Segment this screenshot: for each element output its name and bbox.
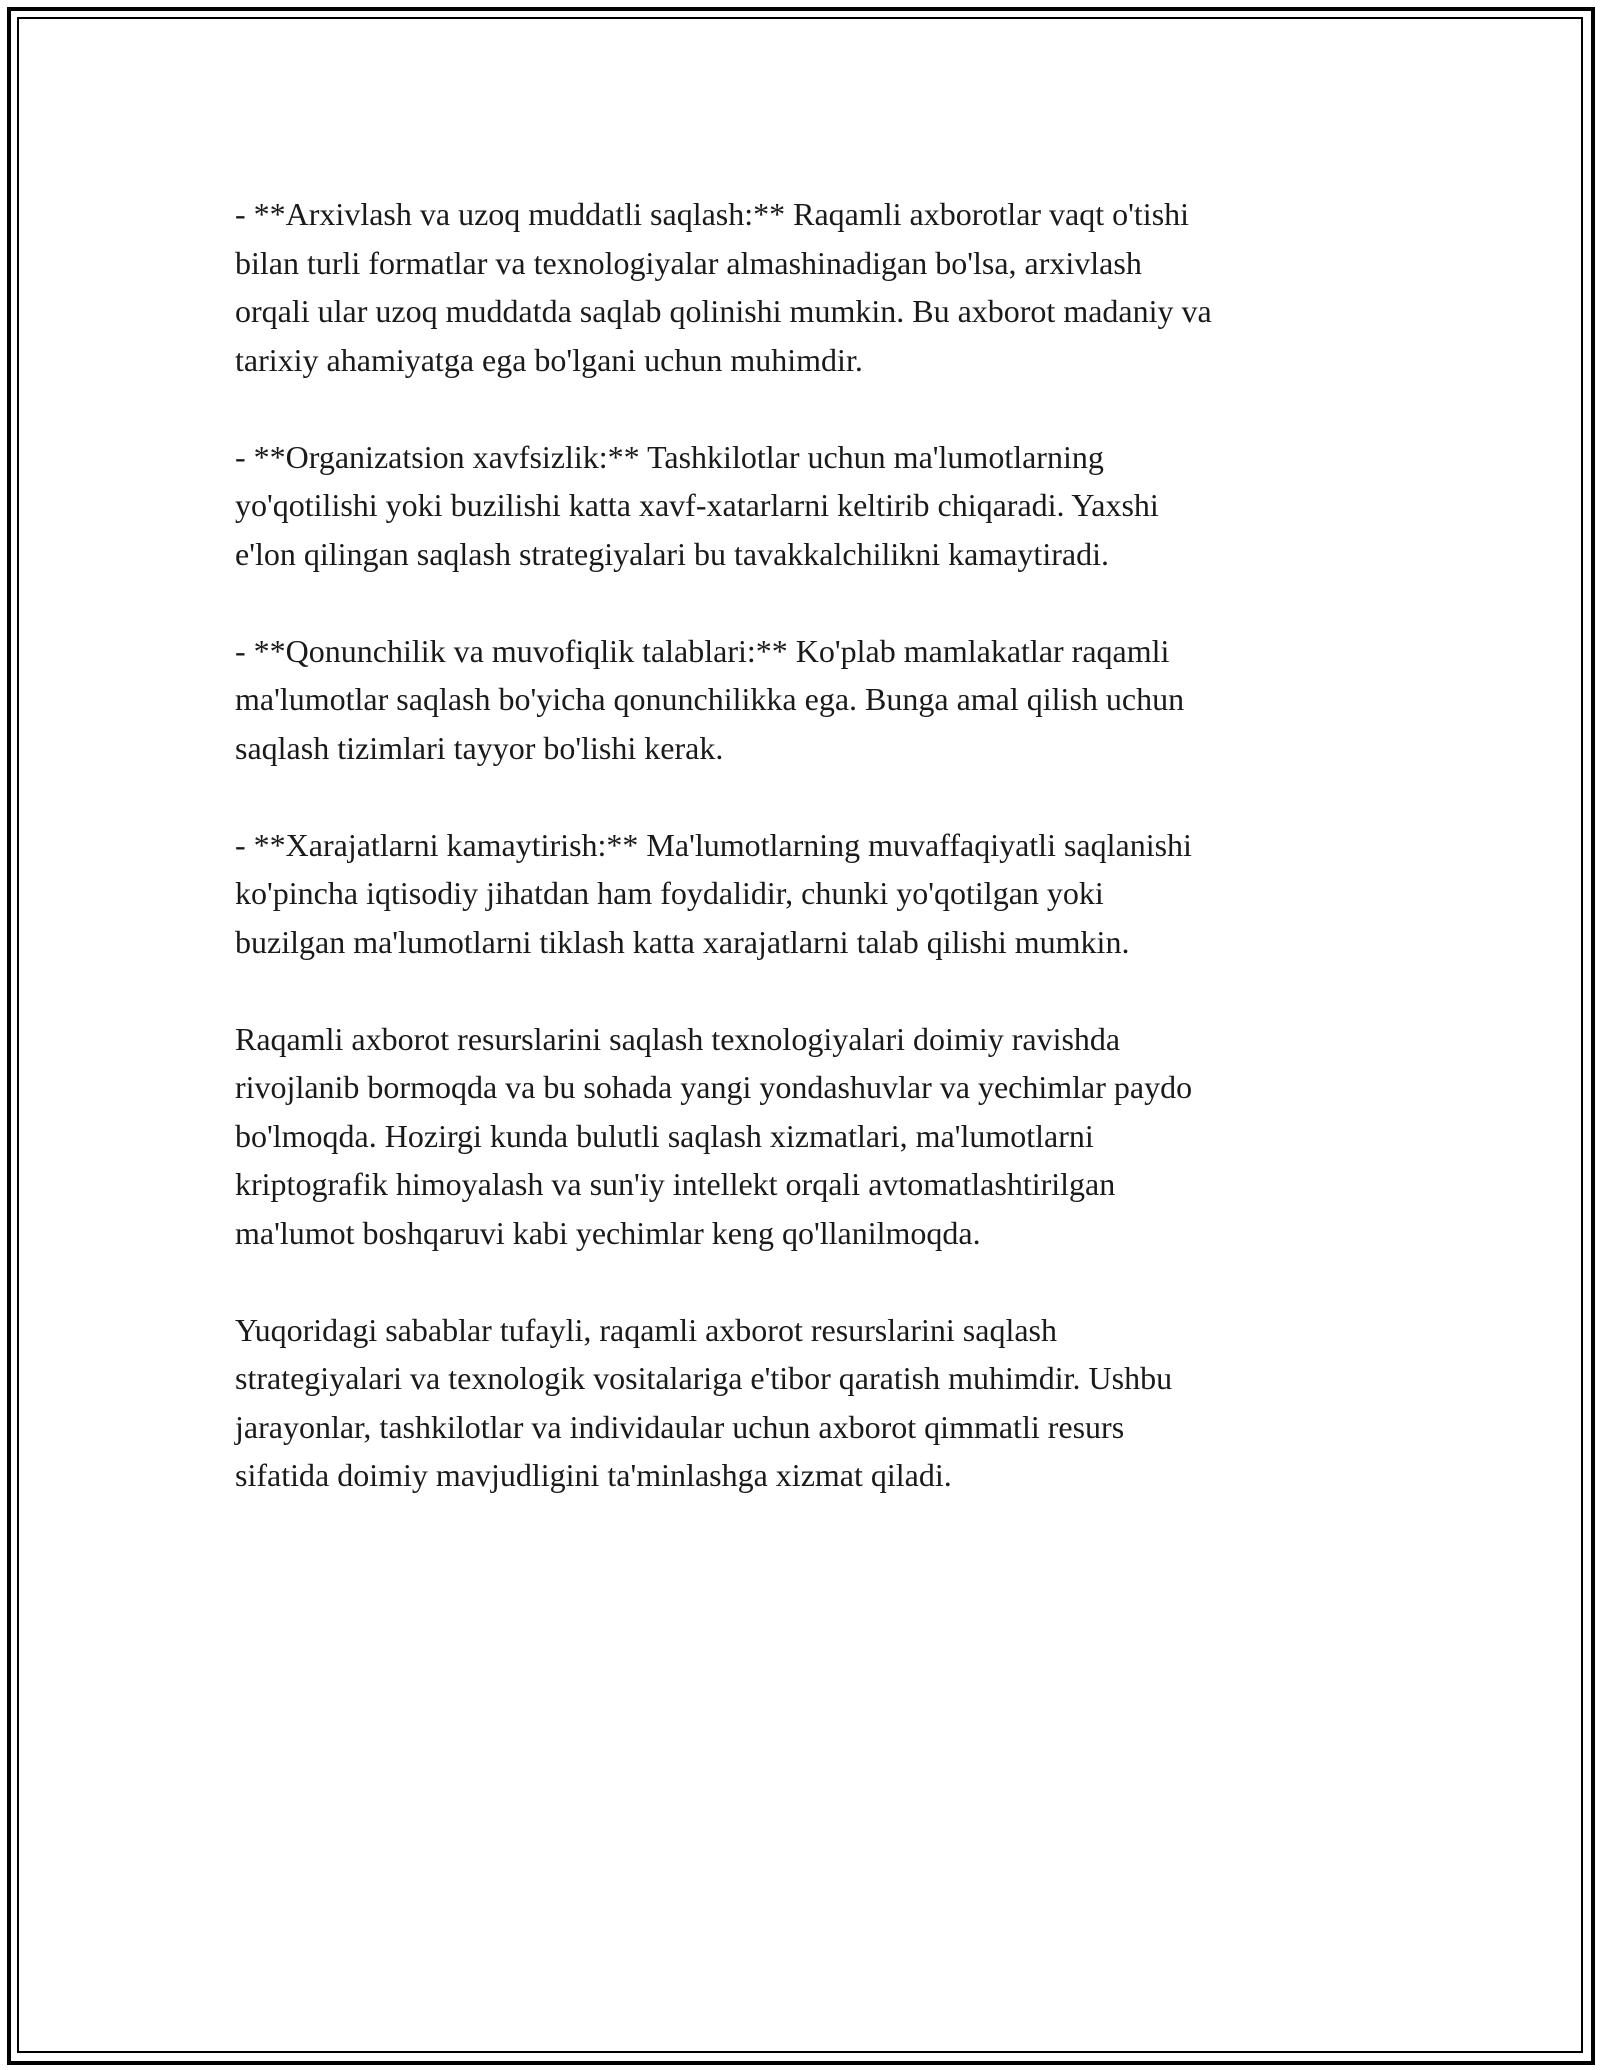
text-line: strategiyalari va texnologik vositalariga e'tibor qaratish muhimdir. Ushbu: [235, 1360, 1173, 1396]
text-line: sifatida doimiy mavjudligini ta'minlashga xizmat qiladi.: [235, 1457, 952, 1493]
text-line: Raqamli axborot resurslarini saqlash texnologiyalari doimiy ravishda: [235, 1020, 1121, 1057]
text-line: - **Organizatsion xavfsizlik:** Tashkilotlar uchun ma'lumotlarning: [235, 438, 1104, 475]
paragraph-organizational-security: [235, 433, 1365, 579]
text-line: ma'lumot boshqaruvi kabi yechimlar keng qo'llanilmoqda.: [235, 1214, 981, 1251]
paragraph-technologies: [235, 1015, 1365, 1258]
text-line: saqlash tizimlari tayyor bo'lishi kerak.: [235, 729, 724, 766]
text-line: e'lon qilingan saqlash strategiyalari bu tavakkalchilikni kamaytiradi.: [235, 535, 1109, 572]
paragraph-conclusion: [235, 1306, 1365, 1500]
text-line: rivojlanib bormoqda va bu sohada yangi yondashuvlar va yechimlar paydo: [235, 1069, 1193, 1105]
text-line: yo'qotilishi yoki buzilishi katta xavf-xatarlarni keltirib chiqaradi. Yaxshi: [235, 487, 1159, 523]
text-line: orqali ular uzoq muddatda saqlab qolinishi mumkin. Bu axborot madaniy va: [235, 293, 1212, 329]
text-line: ma'lumotlar saqlash bo'yicha qonunchilikka ega. Bunga amal qilish uchun: [235, 681, 1185, 717]
text-line: buzilgan ma'lumotlarni tiklash katta xarajatlarni talab qilishi mumkin.: [235, 923, 1130, 960]
document-body: [235, 190, 1365, 1548]
text-line: Yuqoridagi sabablar tufayli, raqamli axborot resurslarini saqlash: [235, 1311, 1057, 1348]
text-line: - **Xarajatlarni kamaytirish:** Ma'lumotlarning muvaffaqiyatli saqlanishi: [235, 826, 1192, 863]
paragraph-cost-reduction: [235, 821, 1365, 967]
paragraph-archiving: [235, 190, 1365, 384]
text-line: - **Qonunchilik va muvofiqlik talablari:** Ko'plab mamlakatlar raqamli: [235, 632, 1170, 669]
text-line: jarayonlar, tashkilotlar va individaular uchun axborot qimmatli resurs: [235, 1408, 1125, 1445]
text-line: bo'lmoqda. Hozirgi kunda bulutli saqlash xizmatlari, ma'lumotlarni: [235, 1117, 1094, 1154]
paragraph-legislation: [235, 627, 1365, 773]
text-line: - **Arxivlash va uzoq muddatli saqlash:** Raqamli axborotlar vaqt o'tishi: [235, 196, 1190, 232]
text-line: kriptografik himoyalash va sun'iy intellekt orqali avtomatlashtirilgan: [235, 1166, 1116, 1202]
text-line: ko'pincha iqtisodiy jihatdan ham foydalidir, chunki yo'qotilgan yoki: [235, 875, 1104, 911]
text-line: tarixiy ahamiyatga ega bo'lgani uchun muhimdir.: [235, 341, 863, 378]
text-line: bilan turli formatlar va texnologiyalar almashinadigan bo'lsa, arxivlash: [235, 244, 1142, 281]
